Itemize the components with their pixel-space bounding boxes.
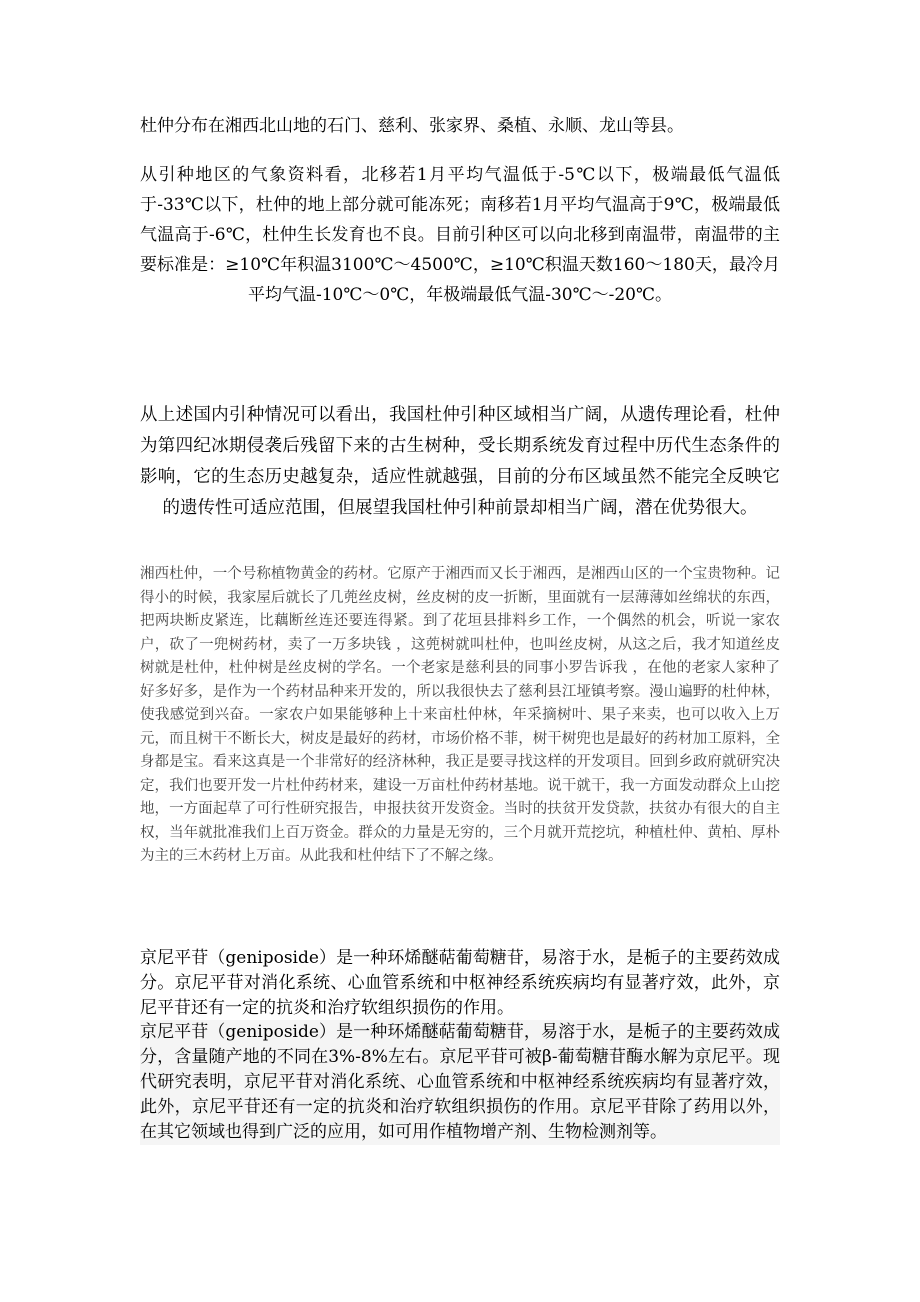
paragraph-xiangxi-duzhong-story: 湘西杜仲，一个号称植物黄金的药材。它原产于湘西而又长于湘西，是湘西山区的一个宝贵物种。记得小的时候，我家屋后就长了几蔸丝皮树，丝皮树的皮一折断，里面就有一层薄薄如丝绵状的东西，把两块断皮紧连，比藕断丝连还要连得紧。到了花垣县排料乡工作，一个偶然的机会，听说一家农户，砍了一兜树药材，卖了一万多块钱 ，这蔸树就叫杜仲，也叫丝皮树，从这之后，我才知道丝皮树就是杜仲，杜仲树是丝皮树的学名。一个老家是慈利县的同事小罗告诉我 ，在他的老家人家种了好多好多，是作为一个药材品种来开发的，所以我很快去了慈利县江垭镇考察。漫山遍野的杜仲林，使我感觉到兴奋。一家农户如果能够种上十来亩杜仲林，年采摘树叶、果子来卖，也可以收入上万元，而且树干不断长大，树皮是最好的药材，市场价格不菲，树干树兜也是最好的药材加工原料，全身都是宝。看来这真是一个非常好的经济林种，我正是要寻找这样的开发项目。回到乡政府就研究决定，我们也要开发一片杜仲药材来，建设一万亩杜仲药材基地。说干就干，我一方面发动群众上山挖地，一方面起草了可行性研究报告，申报扶贫开发资金。当时的扶贫开发贷款，扶贫办有很大的自主权，当年就批准我们上百万资金。群众的力量是无穷的，三个月就开荒挖坑，种植杜仲、黄柏、厚朴为主的三木药材上万亩。从此我和杜仲结下了不解之缘。: [140, 566, 780, 864]
paragraph-geniposide-long: 京尼平苷（geniposide）是一种环烯醚萜葡萄糖苷，易溶于水，是栀子的主要药效成分，含量随产地的不同在3%-8%左右。京尼平苷可被β-葡萄糖苷酶水解为京尼平。现代研究表明，京尼平苷对消化系统、心血管系统和中枢神经系统疾病均有显著疗效，此外，京尼平苷还有一定的抗炎和治疗软组织损伤的作用。京尼平苷除了药用以外，在其它领域也得到广泛的应用，如可用作植物增产剂、生物检测剂等。: [140, 1020, 780, 1145]
paragraph-introduction-prospects: 从上述国内引种情况可以看出，我国杜仲引种区域相当广阔，从遗传理论看，杜仲为第四纪冰期侵袭后残留下来的古生树种，受长期系统发育过程中历代生态条件的影响，它的生态历史越复杂，适应性就越强，目前的分布区域虽然不能完全反映它的遗传性可适应范围，但展望我国杜仲引种前景却相当广阔，潜在优势很大。: [140, 405, 780, 518]
paragraph-geniposide-short: 京尼平苷（geniposide）是一种环烯醚萜葡萄糖苷，易溶于水，是栀子的主要药效成分。京尼平苷对消化系统、心血管系统和中枢神经系统疾病均有显著疗效，此外，京尼平苷还有一定的抗炎和治疗软组织损伤的作用。: [140, 948, 780, 1018]
paragraph-climate-requirements: 从引种地区的气象资料看，北移若1月平均气温低于-5℃以下，极端最低气温低于-33℃以下，杜仲的地上部分就可能冻死；南移若1月平均气温高于9℃，极端最低气温高于-6℃，杜仲生长发育也不良。目前引种区可以向北移到南温带，南温带的主要标准是：≥10℃年积温3100℃～4500℃，≥10℃积温天数160～180天，最冷月平均气温-10℃～0℃，年极端最低气温-30℃～-20℃。: [140, 165, 780, 305]
paragraph-distribution: 杜仲分布在湘西北山地的石门、慈利、张家界、桑植、永顺、龙山等县。: [140, 116, 684, 136]
